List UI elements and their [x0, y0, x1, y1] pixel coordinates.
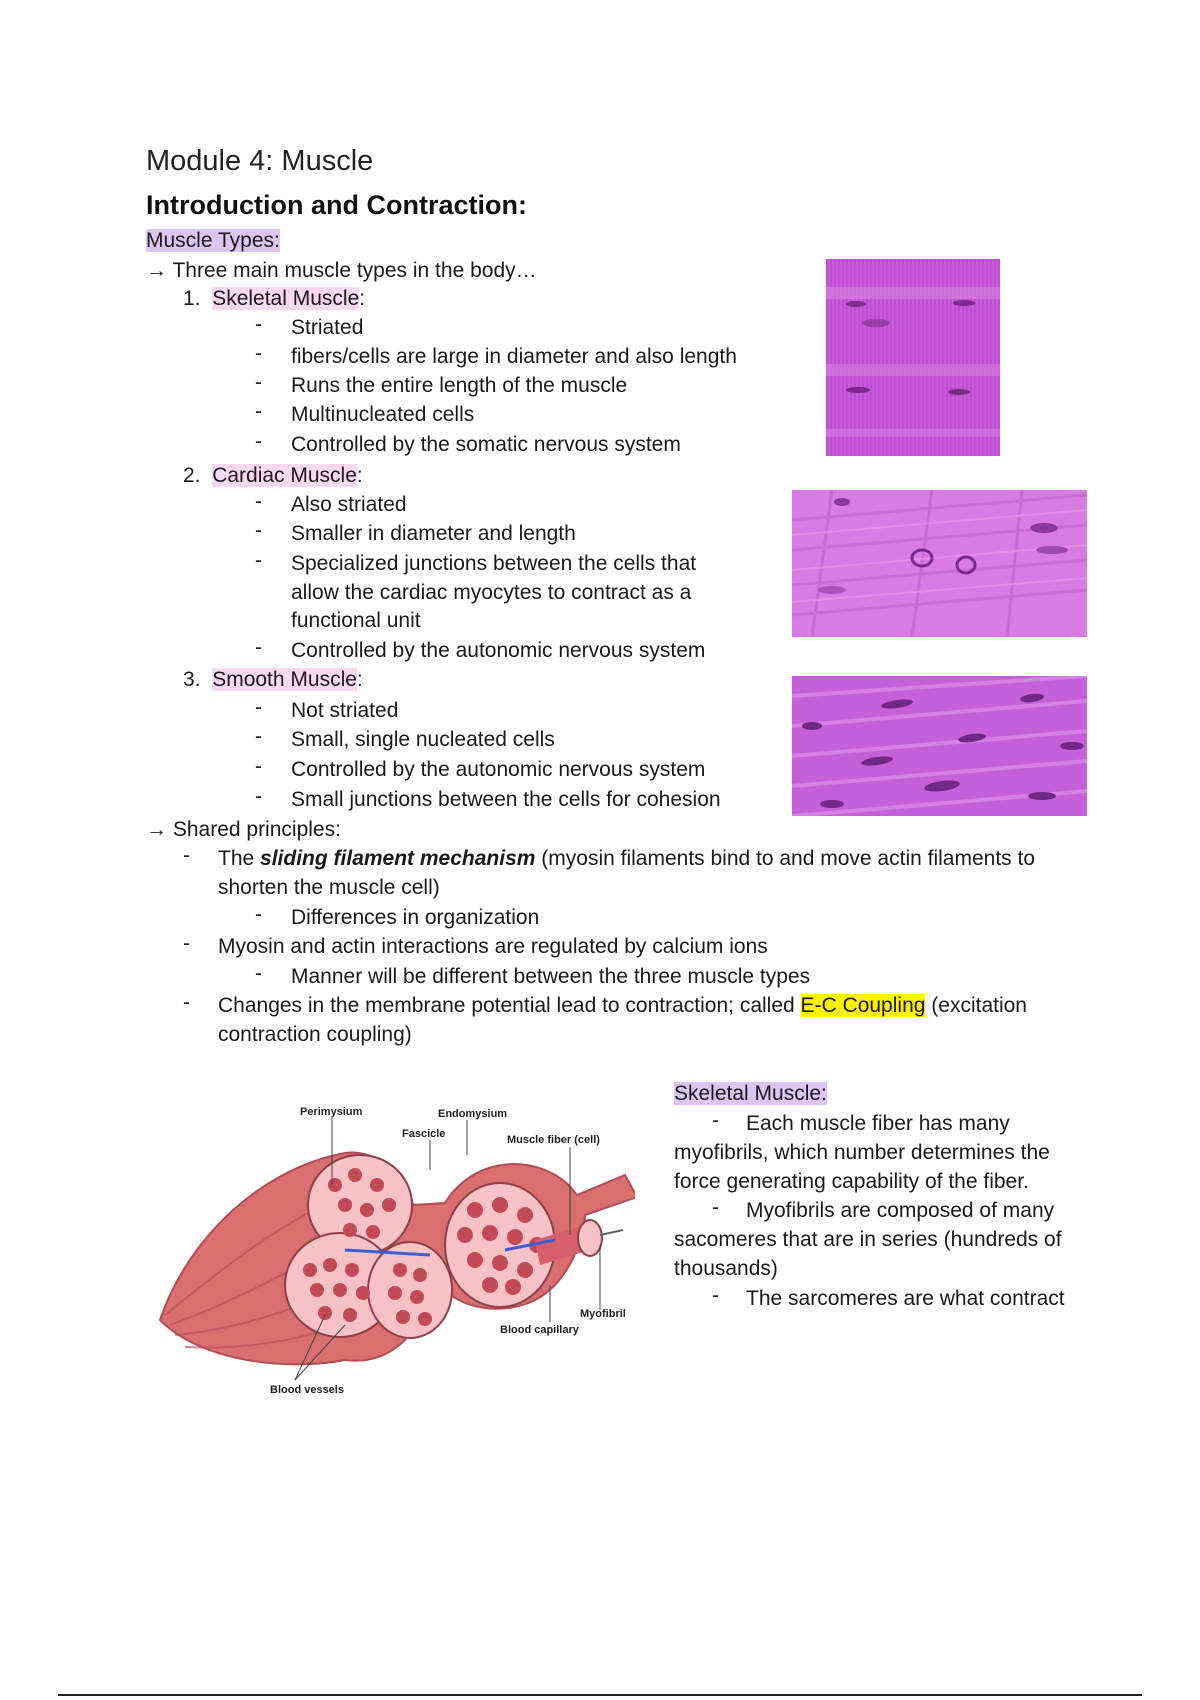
page-bottom-rule: [58, 1694, 1142, 1696]
list-item-cardiac: 2. Cardiac Muscle:: [183, 464, 363, 487]
label-myofibril: Myofibril: [580, 1308, 626, 1320]
principle-ec-coupling: Changes in the membrane potential lead to contraction; called E-C Coupling (excitation: [218, 994, 1027, 1017]
principle-ec-coupling-cont: contraction coupling): [218, 1023, 412, 1046]
principle-sub-item: Differences in organization: [291, 906, 540, 929]
skeletal-bullet-1-cont: myofibrils, which number determines the: [674, 1141, 1050, 1164]
list-item-smooth: 3. Smooth Muscle:: [183, 668, 363, 691]
label-blood-capillary: Blood capillary: [500, 1324, 579, 1336]
muscle-types-label: Muscle Types:: [146, 229, 280, 252]
list-item: Specialized junctions between the cells that: [291, 552, 697, 575]
label-blood-vessels: Blood vessels: [270, 1384, 344, 1396]
list-item-continuation: allow the cardiac myocytes to contract as a: [291, 581, 692, 604]
shared-principles-intro: → Shared principles:: [146, 818, 341, 841]
principle-sliding-filament: The sliding filament mechanism (myosin filaments bind to and move actin filaments to: [218, 847, 1035, 870]
list-item: fibers/cells are large in diameter and also length: [291, 345, 737, 368]
skeletal-section-label: Skeletal Muscle:: [674, 1082, 827, 1105]
smooth-muscle-histology-image: [792, 676, 1087, 816]
skeletal-muscle-histology-image: [826, 259, 1000, 456]
label-fascicle: Fascicle: [402, 1128, 446, 1140]
list-item: Small, single nucleated cells: [291, 728, 555, 751]
muscle-types-intro: → Three main muscle types in the body…: [146, 259, 537, 282]
skeletal-bullet-2-cont: sacomeres that are in series (hundreds of: [674, 1228, 1062, 1251]
list-item: Controlled by the autonomic nervous system: [291, 639, 706, 662]
label-perimysium: Perimysium: [300, 1106, 363, 1118]
list-item: Not striated: [291, 699, 399, 722]
page-title: Module 4: Muscle: [146, 145, 374, 177]
list-item: Controlled by the somatic nervous system: [291, 433, 681, 456]
list-item: Small junctions between the cells for cohesion: [291, 788, 721, 811]
list-item-skeletal: 1. Skeletal Muscle:: [183, 287, 366, 310]
list-item: Also striated: [291, 493, 407, 516]
section-heading: Introduction and Contraction:: [146, 190, 527, 220]
list-item: Multinucleated cells: [291, 403, 475, 426]
label-endomysium: Endomysium: [438, 1108, 508, 1120]
list-item: Striated: [291, 316, 364, 339]
list-item: Runs the entire length of the muscle: [291, 374, 628, 397]
skeletal-bullet-1: Each muscle fiber has many: [746, 1112, 1010, 1135]
skeletal-bullet-2: Myofibrils are composed of many: [746, 1199, 1055, 1222]
principle-calcium: Myosin and actin interactions are regulated by calcium ions: [218, 935, 768, 958]
cardiac-muscle-histology-image: [792, 490, 1087, 637]
list-item-continuation: functional unit: [291, 609, 421, 632]
label-muscle-fiber: Muscle fiber (cell): [507, 1134, 600, 1146]
list-item: Controlled by the autonomic nervous system: [291, 758, 706, 781]
list-item: Smaller in diameter and length: [291, 522, 576, 545]
skeletal-bullet-1-cont: force generating capability of the fiber.: [674, 1170, 1029, 1193]
skeletal-bullet-2-cont: thousands): [674, 1257, 778, 1280]
muscle-structure-diagram: [145, 1075, 635, 1405]
principle-sub-item: Manner will be different between the three muscle types: [291, 965, 811, 988]
skeletal-bullet-3: The sarcomeres are what contract: [746, 1287, 1065, 1310]
principle-sliding-filament-cont: shorten the muscle cell): [218, 876, 440, 899]
